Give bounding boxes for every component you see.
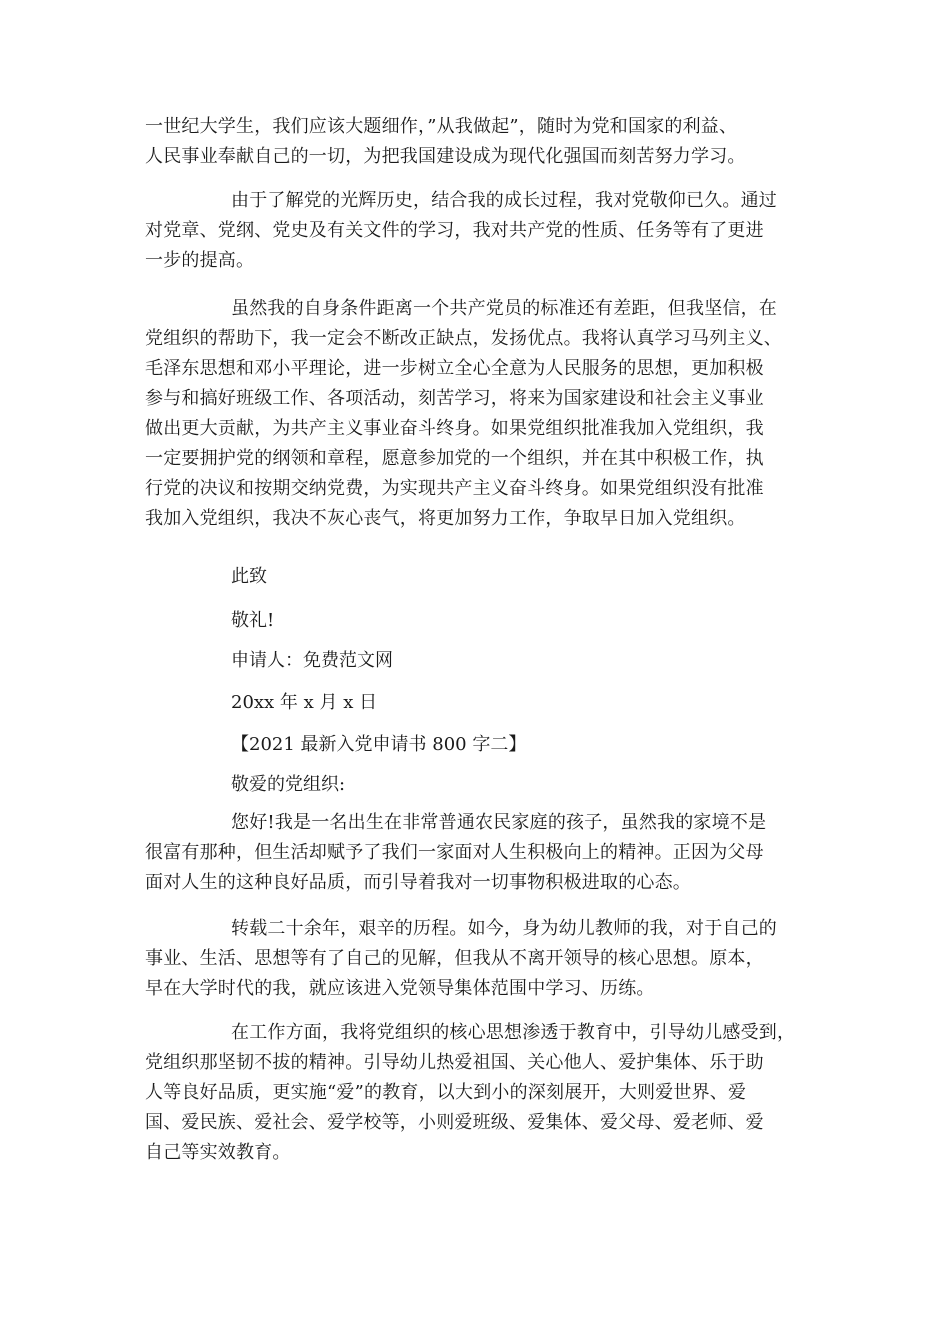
text-line: 对党章、党纲、党史及有关文件的学习，我对共产党的性质、任务等有了更进: [145, 220, 764, 241]
text-line: 做出更大贡献，为共产主义事业奋斗终身。如果党组织批准我加入党组织，我: [145, 418, 764, 439]
closing-text: 此致: [231, 566, 267, 587]
text-line: 早在大学时代的我，就应该进入党领导集体范围中学习、历练。: [145, 978, 655, 999]
text-line: 党组织那坚韧不拔的精神。引导幼儿热爱祖国、关心他人、爱护集体、乐于助: [145, 1052, 764, 1073]
text-line: 虽然我的自身条件距离一个共产党员的标准还有差距，但我坚信，在: [231, 298, 777, 319]
text-line: 由于了解党的光辉历史，结合我的成长过程，我对党敬仰已久。通过: [231, 190, 777, 211]
closing-salute: 敬礼!: [231, 610, 275, 631]
text-line: 一世纪大学生，我们应该大题细作，”从我做起”，随时为党和国家的利益、: [145, 116, 738, 137]
text-line: 在工作方面，我将党组织的核心思想渗透于教育中，引导幼儿感受到，: [231, 1022, 796, 1043]
paragraph-6: [145, 1018, 815, 1168]
text-line: 面对人生的这种良好品质，而引导着我对一切事物积极进取的心态。: [145, 872, 691, 893]
text-line: 很富有那种，但生活却赋予了我们一家面对人生积极向上的精神。正因为父母: [145, 842, 764, 863]
date-line: 20xx 年 x 月 x 日: [231, 692, 378, 713]
text-line: 您好!我是一名出生在非常普通农民家庭的孩子，虽然我的家境不是: [231, 812, 767, 833]
text-line: 我加入党组织，我决不灰心丧气，将更加努力工作，争取早日加入党组织。: [145, 508, 746, 529]
text-line: 参与和搞好班级工作、各项活动，刻苦学习，将来为国家建设和社会主义事业: [145, 388, 764, 409]
paragraph-3: [145, 294, 815, 534]
applicant-signature: 申请人：免费范文网: [231, 650, 393, 671]
text-line: 国、爱民族、爱社会、爱学校等，小则爱班级、爱集体、爱父母、爱老师、爱: [145, 1112, 764, 1133]
salutation: 敬爱的党组织:: [231, 774, 346, 795]
text-line: 党组织的帮助下，我一定会不断改正缺点，发扬优点。我将认真学习马列主义、: [145, 328, 782, 349]
text-line: 行党的决议和按期交纳党费，为实现共产主义奋斗终身。如果党组织没有批准: [145, 478, 764, 499]
text-line: 转载二十余年，艰辛的历程。如今，身为幼儿教师的我，对于自己的: [231, 918, 777, 939]
text-line: 人民事业奉献自己的一切，为把我国建设成为现代化强国而刻苦努力学习。: [145, 146, 746, 167]
text-line: 自己等实效教育。: [145, 1142, 291, 1163]
text-line: 毛泽东思想和邓小平理论，进一步树立全心全意为人民服务的思想，更加积极: [145, 358, 764, 379]
text-line: 事业、生活、思想等有了自己的见解，但我从不离开领导的核心思想。原本，: [145, 948, 764, 969]
text-line: 一步的提高。: [145, 250, 255, 271]
paragraph-5: [145, 914, 815, 1004]
section-title: 【2021 最新入党申请书 800 字二】: [231, 734, 527, 755]
text-line: 人等良好品质，更实施“爱”的教育，以大到小的深刻展开，大则爱世界、爱: [145, 1082, 747, 1103]
text-line: 一定要拥护党的纲领和章程，愿意参加党的一个组织，并在其中积极工作，执: [145, 448, 764, 469]
paragraph-1: [145, 112, 815, 172]
paragraph-4: [145, 808, 815, 898]
paragraph-2: [145, 186, 815, 276]
